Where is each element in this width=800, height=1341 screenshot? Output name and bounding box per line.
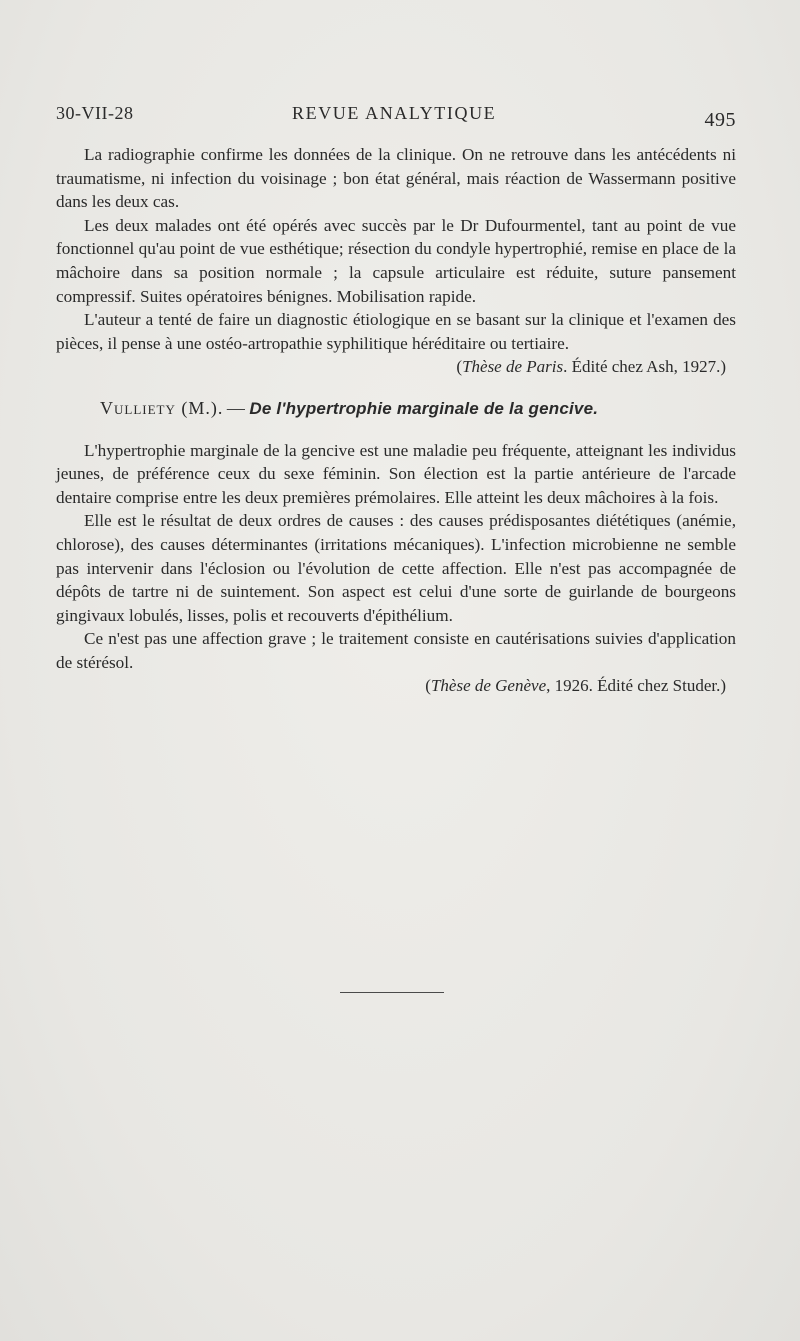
running-head <box>56 103 736 133</box>
citation-open: ( <box>425 676 431 696</box>
paragraph: L'hypertrophie marginale de la gencive est une maladie peu fréquente, atteignant les individus jeunes, de préférence ceux du sexe féminin. Son élection est la partie antérieure de l'arcade dentaire comprise entre les deux premières prémolaires. Elle atteint les deux mâchoires à la fois. <box>56 440 736 507</box>
page-number: 495 <box>704 109 736 131</box>
citation-open: ( <box>456 357 463 377</box>
issue-date: 30-VII-28 <box>56 103 134 123</box>
journal-section-title: REVUE ANALYTIQUE <box>292 103 497 123</box>
article-body <box>56 143 736 698</box>
citation-rest: . Édité chez Ash, 1927.) <box>563 357 726 377</box>
section-divider <box>340 992 444 993</box>
paragraph: La radiographie confirme les données de la clinique. On ne retrouve dans les antécédents ni traumatisme, ni infection du voisinage ; bon état général, mais réaction de Wassermann positive dans les deux cas. <box>56 145 736 212</box>
article-title: De l'hypertrophie marginale de la gencive. <box>249 398 599 418</box>
author-name: Vulliety (M.) <box>100 397 218 418</box>
citation-work: Thèse de Paris <box>462 357 564 377</box>
heading-separator: . — <box>217 397 250 418</box>
paragraph: Elle est le résultat de deux ordres de causes : des causes prédisposantes diététiques (anémie, chlorose), des causes déterminantes (irritations mécaniques). L'infection microbienne ne semble pas intervenir dans l'éclosion ou l'évolution de cette affection. Elle n'est pas accompagnée de dépôts de tartre ni de suintement. Son aspect est celui d'une sorte de guirlande de bourgeons gingivaux lobulés, lisses, polis et recouverts d'épithélium. <box>56 511 736 625</box>
paragraph: Les deux malades ont été opérés avec succès par le Dr Dufourmentel, tant au point de vue fonctionnel qu'au point de vue esthétique; résection du condyle hypertrophié, remise en place de la mâchoire dans sa position normale ; la capsule articulaire est réduite, suture pansement compressif. Suites opératoires bénignes. Mobilisation rapide. <box>56 215 736 306</box>
citation <box>56 355 736 379</box>
paragraph: Ce n'est pas une affection grave ; le traitement consiste en cautérisations suivies d'application de stérésol. <box>56 629 736 672</box>
citation <box>56 674 736 698</box>
citation-rest: , 1926. Édité chez Studer.) <box>546 676 726 696</box>
citation-work: Thèse de Genève <box>430 676 547 696</box>
paragraph: L'auteur a tenté de faire un diagnostic étiologique en se basant sur la clinique et l'examen des pièces, il pense à une ostéo-artropathie syphilitique héréditaire ou tertiaire. <box>56 310 736 353</box>
article-heading <box>56 397 736 421</box>
